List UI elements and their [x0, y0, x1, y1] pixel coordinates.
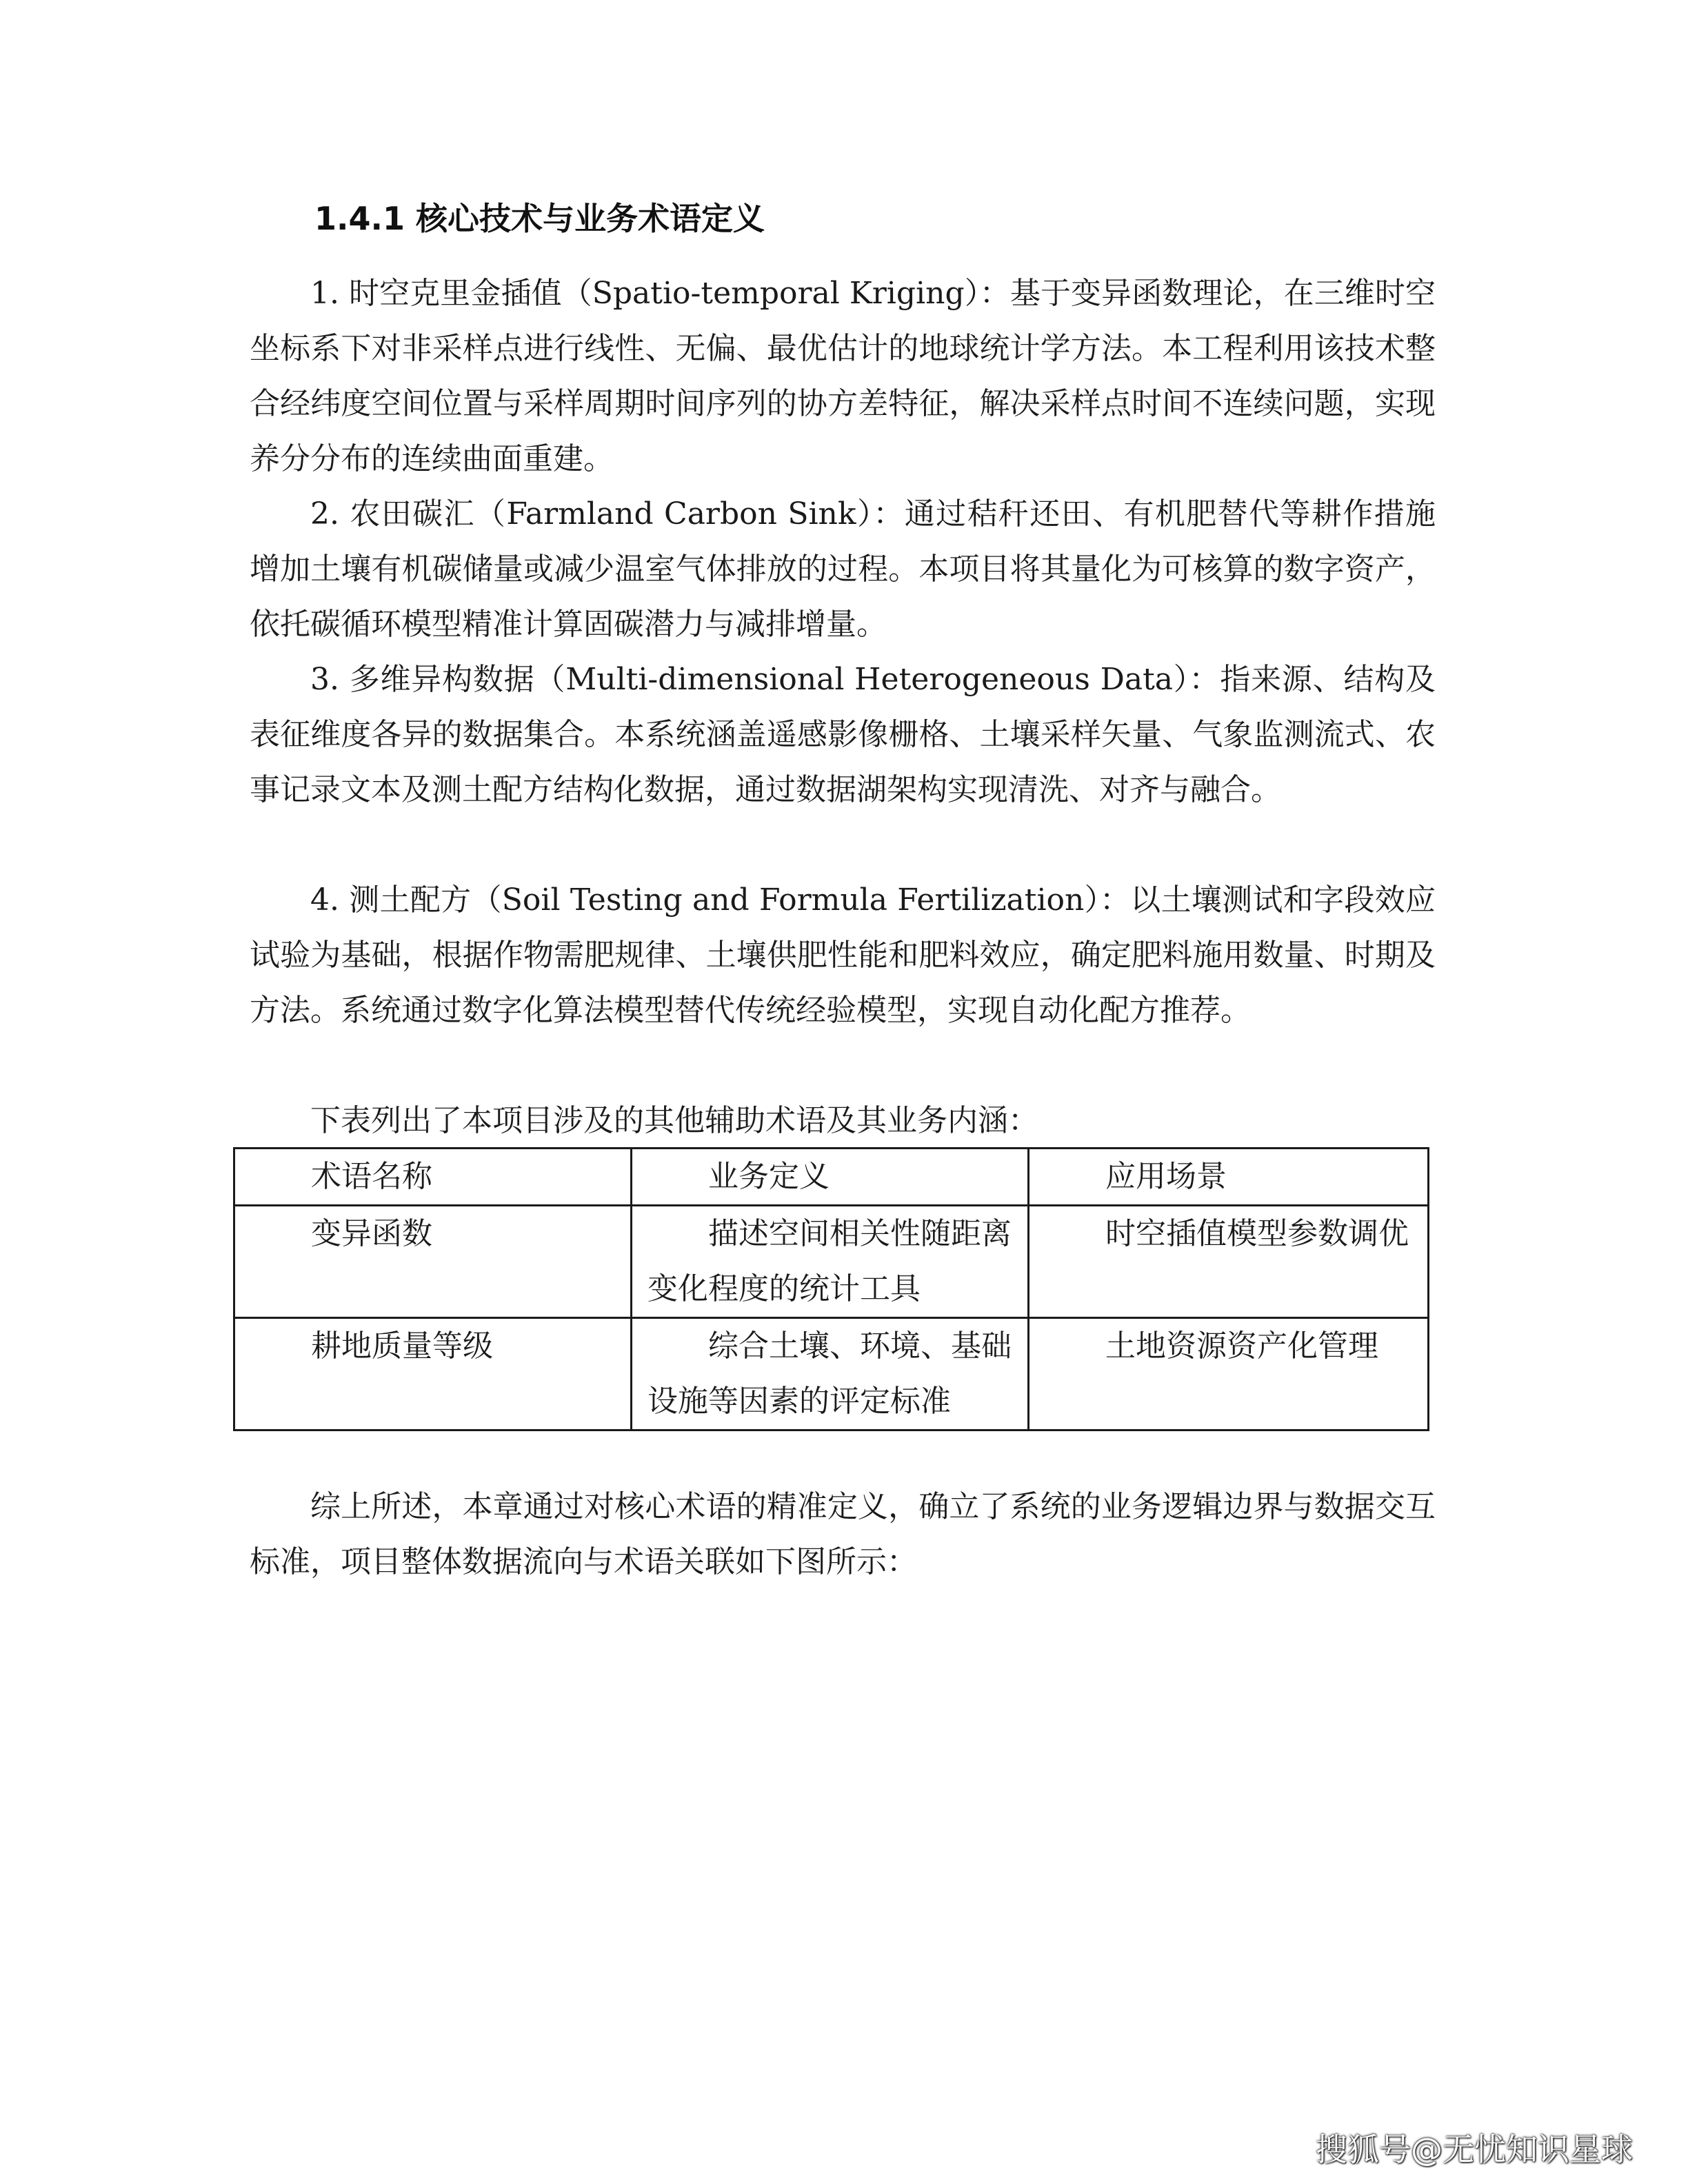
- table-cell-scenario: 时空插值模型参数调优: [1029, 1206, 1429, 1318]
- table-header-cell: 术语名称: [234, 1149, 632, 1206]
- paragraph-kriging: 1. 时空克里金插值（Spatio-temporal Kriging）：基于变异函数理论，在三维时空坐标系下对非采样点进行线性、无偏、最优估计的地球统计学方法。本工程利用该技术整合经纬度空间位置与采样周期时间序列的协方差特征，解决采样点时间不连续问题，实现养分分布的连续曲面重建。: [250, 276, 1436, 476]
- paragraph-soil-testing: 4. 测土配方（Soil Testing and Formula Fertilization）：以土壤测试和字段效应试验为基础，根据作物需肥规律、土壤供肥性能和肥料效应，确定肥料施用数量、时期及方法。系统通过数字化算法模型替代传统经验模型，实现自动化配方推荐。: [250, 882, 1436, 1028]
- table-header-cell: 应用场景: [1029, 1149, 1429, 1206]
- section-heading: 1.4.1 核心技术与业务术语定义: [314, 200, 765, 237]
- table-header-cell: 业务定义: [632, 1149, 1029, 1206]
- table-header-row: [234, 1149, 1429, 1206]
- table-cell-definition: 描述空间相关性随距离变化程度的统计工具: [632, 1206, 1029, 1318]
- table-cell-definition: 综合土壤、环境、基础设施等因素的评定标准: [632, 1318, 1029, 1430]
- table-cell-scenario: 土地资源资产化管理: [1029, 1318, 1429, 1430]
- table-row: [234, 1318, 1429, 1430]
- table-cell-term: 耕地质量等级: [234, 1318, 632, 1430]
- watermark: 搜狐号@无忧知识星球: [1316, 2131, 1633, 2168]
- paragraph-carbon-sink: 2. 农田碳汇（Farmland Carbon Sink）：通过秸秆还田、有机肥替代等耕作措施增加土壤有机碳储量或减少温室气体排放的过程。本项目将其量化为可核算的数字资产，依托碳循环模型精准计算固碳潜力与减排增量。: [250, 496, 1436, 642]
- paragraph-heterogeneous-data: 3. 多维异构数据（Multi-dimensional Heterogeneous Data）：指来源、结构及表征维度各异的数据集合。本系统涵盖遥感影像栅格、土壤采样矢量、气象监测流式、农事记录文本及测土配方结构化数据，通过数据湖架构实现清洗、对齐与融合。: [250, 662, 1436, 807]
- terms-table: [233, 1147, 1429, 1431]
- table-row: [234, 1206, 1429, 1318]
- paragraph-table-intro: 下表列出了本项目涉及的其他辅助术语及其业务内涵：: [310, 1103, 1038, 1138]
- paragraph-summary: 综上所述，本章通过对核心术语的精准定义，确立了系统的业务逻辑边界与数据交互标准，项目整体数据流向与术语关联如下图所示：: [250, 1489, 1436, 1579]
- table-cell-term: 变异函数: [234, 1206, 632, 1318]
